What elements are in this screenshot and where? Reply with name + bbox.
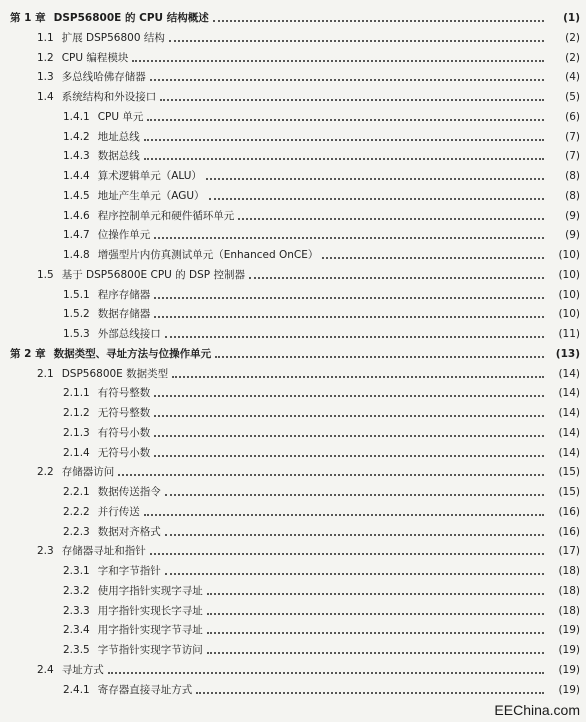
toc-page-number: (14) <box>558 426 580 439</box>
toc-entry-row <box>0 462 586 482</box>
toc-entry-number: 2.3.1 <box>63 565 90 577</box>
toc-entry-number: 2.1.3 <box>63 426 90 439</box>
toc-entry-row <box>0 127 586 147</box>
toc-entry-row <box>0 522 586 542</box>
toc-entry-title: 存储器寻址和指针 <box>61 545 146 558</box>
toc-entry-title: 程序存储器 <box>97 288 151 301</box>
toc-entry-title: 无符号小数 <box>97 446 151 459</box>
toc-entry-row <box>0 680 586 700</box>
toc-entry-title: 地址总线 <box>97 130 140 143</box>
toc-entry-number: 2.3.3 <box>63 604 90 617</box>
dot-leader <box>154 297 544 299</box>
dot-leader <box>165 336 544 338</box>
toc-page-number: (6) <box>565 110 580 123</box>
toc-entry-title: DSP56800E 的 CPU 结构概述 <box>53 12 209 24</box>
toc-entry-row <box>0 640 586 660</box>
toc-page-number: (10) <box>558 288 580 301</box>
toc-entry-row <box>0 482 586 502</box>
toc-entry-number: 1.5 <box>37 268 54 281</box>
toc-entry-row <box>0 146 586 166</box>
toc-page-number: (13) <box>555 347 580 360</box>
toc-entry-number: 2.3.5 <box>63 644 90 656</box>
dot-leader <box>150 79 544 81</box>
toc-entry-title: 寻址方式 <box>61 663 104 676</box>
toc-page-number: (5) <box>565 91 580 103</box>
toc-entry-title: 有符号整数 <box>97 387 151 400</box>
toc-entry-title: 使用字指针实现字寻址 <box>97 584 203 597</box>
toc-page-number: (10) <box>558 268 580 281</box>
dot-leader <box>144 158 544 160</box>
dot-leader <box>154 415 544 417</box>
toc-entry-number: 2.2.3 <box>63 525 90 538</box>
dot-leader <box>207 593 544 595</box>
toc-entry-title: CPU 单元 <box>97 110 144 123</box>
toc-entry-number: 1.4.7 <box>63 229 90 242</box>
dot-leader <box>118 474 544 476</box>
toc-entry-number: 1.1 <box>37 31 54 44</box>
toc-entry-title: 增强型片内仿真测试单元（Enhanced OnCE） <box>97 249 319 261</box>
toc-page-number: (11) <box>558 328 580 340</box>
toc-page-number: (9) <box>565 229 580 242</box>
dot-leader <box>207 632 544 634</box>
toc-page-number: (14) <box>558 407 580 419</box>
dot-leader <box>215 356 544 358</box>
dot-leader <box>132 60 544 62</box>
toc-page-number: (14) <box>558 367 580 380</box>
dot-leader <box>108 672 544 674</box>
toc-entry-number: 2.3.4 <box>63 624 90 637</box>
toc-entry-title: 基于 DSP56800E CPU 的 DSP 控制器 <box>61 268 245 281</box>
toc-entry-title: 扩展 DSP56800 结构 <box>61 31 165 44</box>
toc-page-number: (15) <box>558 466 580 479</box>
toc-page-number: (19) <box>558 644 580 656</box>
toc-entry-row <box>0 166 586 186</box>
toc-entry-row <box>0 620 586 640</box>
toc-entry-row <box>0 67 586 87</box>
toc-entry-row <box>0 403 586 423</box>
toc-entry-number: 1.4.8 <box>63 249 90 261</box>
toc-entry-title: 并行传送 <box>97 505 140 518</box>
dot-leader <box>154 435 544 437</box>
toc-entry-number: 1.5.3 <box>63 328 90 340</box>
toc-page-number: (18) <box>558 565 580 577</box>
toc-entry-number: 2.2.1 <box>63 486 90 498</box>
toc-page-number: (16) <box>558 525 580 538</box>
toc-entry-title: 程序控制单元和硬件循环单元 <box>97 209 235 222</box>
dot-leader <box>238 218 544 220</box>
toc-entry-row <box>0 324 586 344</box>
toc-entry-row <box>0 541 586 561</box>
dot-leader <box>147 119 544 121</box>
toc-entry-number: 1.5.1 <box>63 288 90 301</box>
toc-page-number: (19) <box>558 663 580 676</box>
toc-entry-row <box>0 660 586 680</box>
dot-leader <box>165 494 544 496</box>
toc-entry-row <box>0 364 586 384</box>
toc-entry-title: 用字指针实现长字寻址 <box>97 604 203 617</box>
toc-entry-number: 1.4.5 <box>63 189 90 202</box>
toc-entry-title: 数据类型、寻址方法与位操作单元 <box>53 347 212 360</box>
toc-entry-number: 1.4.4 <box>63 170 90 182</box>
toc-entry-row <box>0 423 586 443</box>
toc-page-number: (1) <box>563 12 580 24</box>
watermark: EEChina.com <box>494 702 580 718</box>
dot-leader <box>209 198 544 200</box>
dot-leader <box>213 20 544 22</box>
toc-entry-row <box>0 502 586 522</box>
toc-entry-number: 2.4.1 <box>63 683 90 696</box>
toc-entry-number: 2.3.2 <box>63 584 90 597</box>
toc-page-number: (14) <box>558 387 580 400</box>
dot-leader <box>165 534 544 536</box>
toc-entry-row <box>0 107 586 127</box>
toc-page-number: (2) <box>565 31 580 44</box>
toc-entry-number: 1.4.3 <box>63 150 90 163</box>
toc-entry-title: 位操作单元 <box>97 229 151 242</box>
toc-page-number: (8) <box>565 189 580 202</box>
dot-leader <box>150 553 544 555</box>
toc-page-number: (18) <box>558 584 580 597</box>
dot-leader <box>144 514 544 516</box>
toc-entry-number: 2.1.4 <box>63 446 90 459</box>
toc-entry-row <box>0 225 586 245</box>
toc-page-number: (10) <box>558 308 580 321</box>
dot-leader <box>207 613 544 615</box>
dot-leader <box>144 139 544 141</box>
toc-page-number: (17) <box>558 545 580 558</box>
toc-page-number: (14) <box>558 446 580 459</box>
toc-entry-row <box>0 265 586 285</box>
toc-entry-row <box>0 601 586 621</box>
toc-entry-title: 无符号整数 <box>97 407 151 419</box>
toc-entry-title: 算术逻辑单元（ALU） <box>97 170 202 182</box>
toc-entry-number: 1.4.6 <box>63 209 90 222</box>
toc-entry-number: 2.1 <box>37 367 54 380</box>
dot-leader <box>172 376 544 378</box>
toc-entry-row <box>0 48 586 68</box>
dot-leader <box>154 455 544 457</box>
toc-entry-row <box>0 304 586 324</box>
toc-entry-row <box>0 206 586 226</box>
toc-page-number: (15) <box>558 486 580 498</box>
toc-entry-title: 用字指针实现字节寻址 <box>97 624 203 637</box>
toc-page-number: (4) <box>565 71 580 84</box>
toc-entry-number: 2.1.2 <box>63 407 90 419</box>
dot-leader <box>160 99 544 101</box>
toc-entry-number: 2.3 <box>37 545 54 558</box>
dot-leader <box>154 395 544 397</box>
toc-entry-title: 有符号小数 <box>97 426 151 439</box>
toc-entry-row <box>0 581 586 601</box>
toc-page-number: (10) <box>558 249 580 261</box>
toc-page-number: (7) <box>565 150 580 163</box>
toc-entry-title: 存储器访问 <box>61 466 115 479</box>
toc-entry-number: 1.2 <box>37 51 54 64</box>
dot-leader <box>154 237 544 239</box>
toc-entry-row <box>0 245 586 265</box>
dot-leader <box>249 277 544 279</box>
toc-entry-number: 第 2 章 <box>10 347 46 360</box>
toc-entry-row <box>0 28 586 48</box>
toc-entry-number: 2.2.2 <box>63 505 90 518</box>
toc-entry-title: 多总线哈佛存储器 <box>61 71 146 84</box>
toc-entry-title: 数据存储器 <box>97 308 151 321</box>
dot-leader <box>196 692 544 694</box>
toc-entry-title: 寄存器直接寻址方式 <box>97 683 193 696</box>
toc-page-number: (19) <box>558 624 580 637</box>
toc-page-number: (16) <box>558 505 580 518</box>
toc-entry-number: 1.5.2 <box>63 308 90 321</box>
toc-entry-title: CPU 编程模块 <box>61 51 129 64</box>
toc-entry-row <box>0 561 586 581</box>
dot-leader <box>154 316 544 318</box>
toc-entry-number: 1.4.1 <box>63 110 90 123</box>
dot-leader <box>207 652 544 654</box>
toc-entry-row <box>0 285 586 305</box>
toc-chapter-row <box>0 344 586 364</box>
toc-entry-title: 字节指针实现字节访问 <box>97 644 203 656</box>
toc-entry-row <box>0 383 586 403</box>
toc-entry-title: 数据传送指令 <box>97 486 161 498</box>
toc-entry-title: 数据总线 <box>97 150 140 163</box>
toc-page-number: (9) <box>565 209 580 222</box>
toc-entry-title: 地址产生单元（AGU） <box>97 189 205 202</box>
dot-leader <box>322 257 544 259</box>
toc-entry-title: 字和字节指针 <box>97 565 161 577</box>
toc-entry-title: 系统结构和外设接口 <box>61 91 157 103</box>
toc-entry-number: 1.4.2 <box>63 130 90 143</box>
toc-entry-title: 外部总线接口 <box>97 328 161 340</box>
toc-page-number: (19) <box>558 683 580 696</box>
toc-entry-title: 数据对齐格式 <box>97 525 161 538</box>
toc-entry-number: 2.2 <box>37 466 54 479</box>
toc-entry-row <box>0 87 586 107</box>
toc-entry-number: 1.3 <box>37 71 54 84</box>
dot-leader <box>206 178 544 180</box>
toc-page-number: (18) <box>558 604 580 617</box>
toc-entry-number: 2.1.1 <box>63 387 90 400</box>
toc-entry-row <box>0 443 586 463</box>
toc-entry-number: 2.4 <box>37 663 54 676</box>
toc-page-number: (2) <box>565 51 580 64</box>
toc-entry-row <box>0 186 586 206</box>
dot-leader <box>169 40 544 42</box>
toc-page-number: (8) <box>565 170 580 182</box>
toc-page-number: (7) <box>565 130 580 143</box>
toc-entry-title: DSP56800E 数据类型 <box>61 367 169 380</box>
dot-leader <box>165 573 544 575</box>
toc-entry-number: 第 1 章 <box>10 12 46 24</box>
toc-entry-number: 1.4 <box>37 91 54 103</box>
toc-chapter-row <box>0 8 586 28</box>
